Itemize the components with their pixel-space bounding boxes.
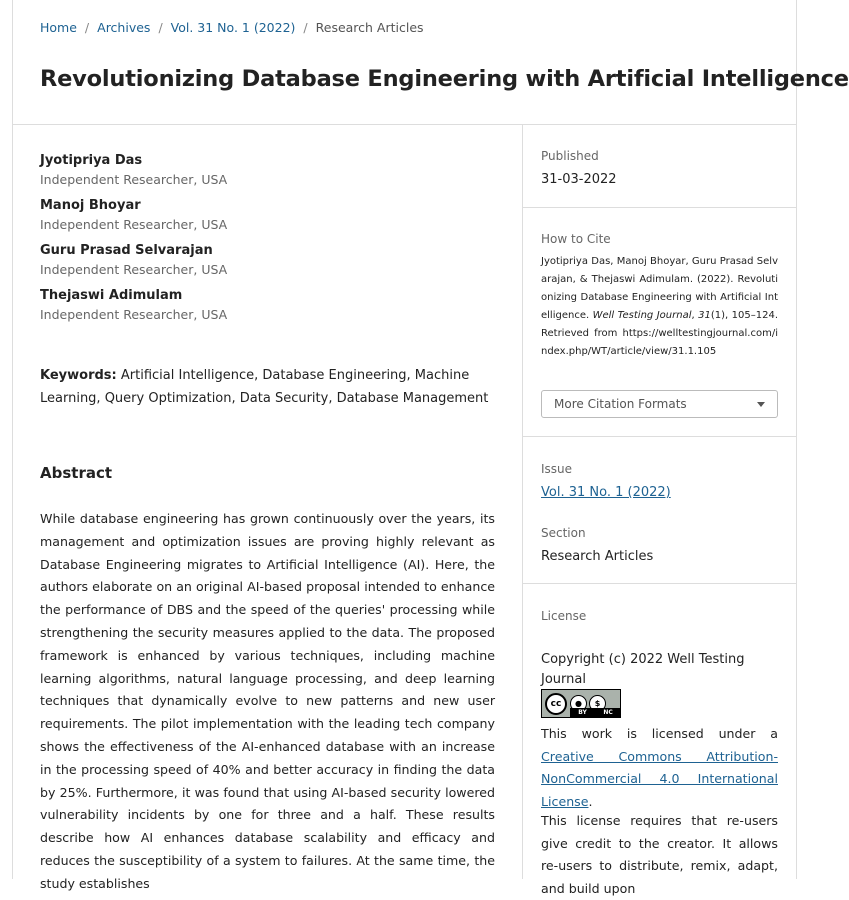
breadcrumb-separator: / [303, 20, 308, 35]
license-link[interactable]: Creative Commons Attribution-NonCommercial 4.0 International License [541, 748, 778, 809]
citation-volume: 31 [698, 310, 711, 321]
issue-label: Issue [541, 462, 573, 476]
cc-badge-strip [570, 708, 621, 717]
license-note: This license requires that re-users give credit to the creator. It allows re-users to distribute, remix, adapt, and build upon [541, 813, 778, 896]
authors-list [40, 150, 495, 330]
author-entry [40, 150, 495, 188]
citation-text [541, 253, 778, 361]
cc-nc-label: NC [603, 709, 613, 716]
author-affiliation: Independent Researcher, USA [40, 307, 228, 322]
breadcrumb-current: Research Articles [315, 20, 424, 35]
author-name: Thejaswi Adimulam [40, 288, 183, 303]
author-name: Manoj Bhoyar [40, 198, 141, 213]
keywords [40, 364, 495, 410]
published-label: Published [541, 149, 599, 163]
issue-block [541, 461, 778, 503]
section-value: Research Articles [541, 549, 654, 564]
published-block [541, 148, 778, 190]
keywords-label: Keywords: [40, 368, 117, 383]
license-statement [541, 723, 778, 813]
column-divider [522, 124, 523, 879]
cite-label: How to Cite [541, 232, 611, 246]
sidebar-divider [523, 436, 797, 437]
citation-separator: , [691, 310, 699, 321]
breadcrumb-separator: / [84, 20, 90, 35]
breadcrumb-archives-link[interactable]: Archives [97, 20, 151, 35]
issue-link[interactable]: Vol. 31 No. 1 (2022) [541, 485, 671, 500]
author-affiliation: Independent Researcher, USA [40, 262, 228, 277]
breadcrumb-home-link[interactable]: Home [40, 20, 77, 35]
sidebar-divider [523, 583, 797, 584]
copyright-text: Copyright (c) 2022 Well Testing Journal [541, 652, 745, 687]
breadcrumb [40, 20, 424, 35]
citation-journal: Well Testing Journal [592, 310, 692, 321]
sidebar-divider [523, 207, 797, 208]
dropdown-label: More Citation Formats [554, 397, 687, 411]
license-intro: This work is licensed under a [541, 726, 778, 741]
header-divider [12, 124, 797, 125]
copyright-block [541, 650, 778, 690]
cc-license-badge[interactable] [541, 689, 621, 718]
abstract-heading: Abstract [40, 464, 113, 482]
cc-icon: cc [545, 693, 567, 715]
keywords-list: Artificial Intelligence, Database Engineering, Machine Learning, Query Optimization, Data Security, Database Management [40, 368, 489, 406]
author-affiliation: Independent Researcher, USA [40, 172, 228, 187]
author-name: Guru Prasad Selvarajan [40, 243, 213, 258]
citation-authors-title: Jyotipriya Das, Manoj Bhoyar, Guru Prasad Selvarajan, & Thejaswi Adimulam. (2022). Revolutionizing Database Engineering with Artificial Intelligence. [541, 256, 778, 321]
noncommercial-icon: $ [589, 695, 606, 712]
page-title: Revolutionizing Database Engineering with Artificial Intelligence [40, 66, 849, 92]
author-name: Jyotipriya Das [40, 153, 143, 168]
author-affiliation: Independent Researcher, USA [40, 217, 228, 232]
section-label: Section [541, 526, 586, 540]
person-icon: ● [570, 695, 587, 712]
more-citation-formats-dropdown[interactable] [541, 390, 778, 418]
license-label: License [541, 609, 587, 623]
author-entry [40, 285, 495, 323]
license-heading-block [541, 608, 778, 624]
author-entry [40, 195, 495, 233]
breadcrumb-separator: / [158, 20, 163, 35]
section-block [541, 525, 778, 567]
author-entry [40, 240, 495, 278]
abstract-text: While database engineering has grown continuously over the years, its management and optimization issues are proving highly relevant as Database Engineering migrates to Artificial Intelligence (AI). Here, the authors elaborate on an original AI-based proposal intended to enhance the performance of DBS and the speed of the queries' processing while strengthening the security measures applied to the data. The proposed framework is enhanced by various techniques, including machine learning algorithms, natural language processing, and deep learning techniques that dynamically evolve to new patterns and new user requirements. The pilot implementation with the leading tech company shows the effectiveness of the AI-enhanced database with an increase in the processing speed of 40% and better accuracy in finding the data by 25%. Furthermore, it was found that using AI-based security lowered vulnerability incidents by one for three and a half. These results describe how AI enhances database scalability and efficacy and reduces the susceptibility of a system to failures. At the same time, the study establishes [40, 511, 495, 891]
cc-by-label: BY [578, 709, 587, 716]
citation-details: (1), 105–124. Retrieved from https://welltestingjournal.com/index.php/WT/article/view/31.1.105 [541, 310, 779, 357]
breadcrumb-issue-link[interactable]: Vol. 31 No. 1 (2022) [170, 20, 296, 35]
cite-block [541, 231, 778, 361]
chevron-down-icon [757, 402, 765, 407]
published-date: 31-03-2022 [541, 172, 617, 187]
license-end: . [588, 793, 593, 809]
